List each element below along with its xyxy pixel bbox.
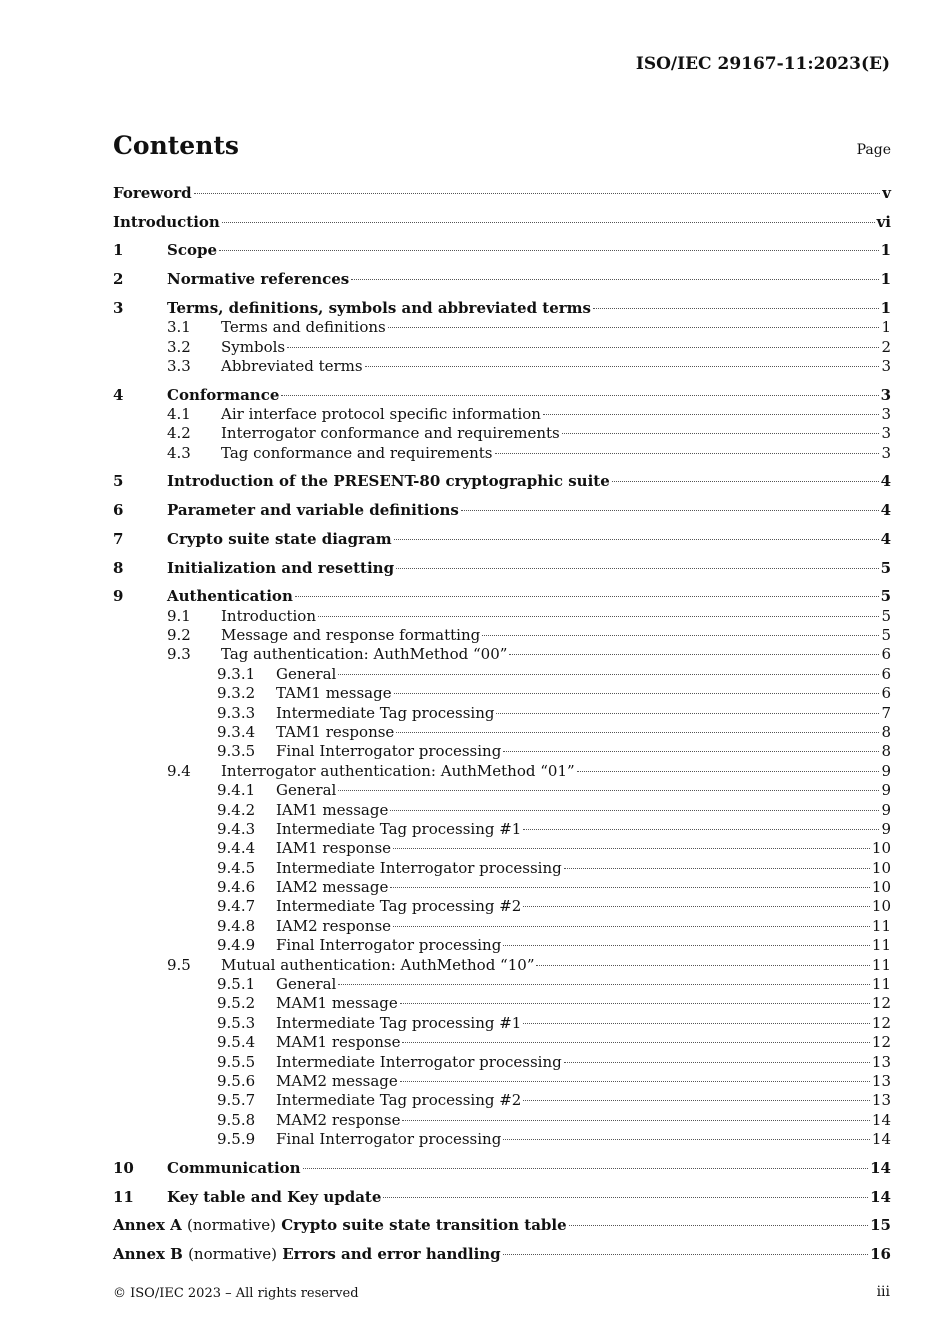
toc-entry-label: Intermediate Tag processing #1 [276,819,522,838]
annex-label: Annex A [113,1216,182,1235]
toc-entry-number: 9.5.9 [217,1130,256,1149]
dot-leader [303,1168,869,1169]
dot-leader [400,1003,870,1004]
toc-entry-label: Abbreviated terms [221,356,363,375]
toc-entry-page: 5 [881,626,891,644]
toc-entry-label: Intermediate Interrogator processing [276,858,562,877]
toc-entry[interactable] [113,501,891,520]
toc-entry-label [113,1216,567,1235]
annex-title: Crypto suite state transition table [281,1216,567,1235]
toc-entry-label: General [276,664,337,683]
toc-entry-label: General [276,975,337,994]
toc-entry-number: 3.1 [167,318,191,337]
toc-entry-number: 9.4.8 [217,916,256,935]
toc-entry-number: 9.3.1 [217,664,256,683]
toc-entry-label: Introduction [113,212,220,231]
toc-entry-number: 7 [113,529,124,548]
dot-leader [503,1139,870,1140]
dot-leader [390,810,879,811]
dot-leader [564,1062,870,1063]
dot-leader [351,279,878,280]
toc-entry-page: 14 [871,1110,891,1129]
dot-leader [402,1120,869,1121]
dot-leader [523,1100,870,1101]
toc-entry[interactable] [113,684,891,703]
toc-entry-page: 11 [871,955,891,974]
toc-entry-label: Key table and Key update [167,1187,382,1206]
toc-entry-number: 9.3.2 [217,684,256,703]
toc-entry-label: Authentication [167,587,293,606]
dot-leader [400,1081,870,1082]
toc-entry[interactable] [113,626,891,645]
toc-entry[interactable] [113,1188,891,1207]
toc-entry-label: Communication [167,1158,301,1177]
toc-entry-number: 9.5.6 [217,1071,256,1090]
toc-entry-number: 9.2 [167,626,191,644]
toc-entry-label: Final Interrogator processing [276,936,502,955]
dot-leader [393,926,870,927]
toc-entry-page: 10 [871,897,891,916]
dot-leader [219,250,879,251]
toc-entry-label: Interrogator authentication: AuthMethod “01” [221,761,575,780]
toc-entry-label: Parameter and variable definitions [167,501,459,520]
dot-leader [564,868,870,869]
toc-entry-page: 7 [881,703,891,722]
toc-entry-page: 1 [880,298,891,317]
dot-leader [394,693,880,694]
toc-entry-page: 9 [881,800,891,819]
annex-type: (normative) [188,1244,277,1263]
dot-leader [569,1225,868,1226]
toc-entry-number: 1 [113,241,124,260]
toc-entry-page: 1 [881,318,891,337]
toc-entry-label: General [276,781,337,800]
toc-entry[interactable] [113,1111,891,1130]
toc-entry[interactable] [113,665,891,684]
toc-entry-label: MAM1 response [276,1033,401,1052]
standard-code: ISO/IEC 29167-11:2023(E) [635,54,890,74]
toc-entry-page: 1 [880,241,891,260]
toc-entry-page: 8 [881,722,891,741]
toc-entry[interactable] [113,1053,891,1072]
toc-entry-number: 9 [113,587,124,606]
toc-entry-label: Scope [167,241,218,260]
toc-entry-page: 4 [880,472,891,491]
toc-entry-number: 9.3.4 [217,722,256,741]
toc-entry-number: 9.5.5 [217,1052,256,1071]
toc-entry-label: Intermediate Interrogator processing [276,1052,562,1071]
toc-entry[interactable] [113,1159,891,1178]
dot-leader [523,1023,870,1024]
dot-leader [194,193,881,194]
toc-entry-page: 3 [880,385,891,404]
toc-entry-page: 3 [881,356,891,375]
toc-entry-label: Interrogator conformance and requirements [221,424,560,443]
toc-entry-number: 8 [113,558,124,577]
dot-leader [562,433,880,434]
dot-leader [396,568,878,569]
toc-entry[interactable] [113,338,891,357]
toc-entry-number: 9.4.5 [217,858,256,877]
toc-entry-page: 12 [871,994,891,1013]
page-title: Contents [113,131,240,160]
dot-leader [503,751,879,752]
toc-entry-number: 9.3.5 [217,742,256,761]
toc-entry-page: 4 [880,529,891,548]
toc-entry-page: 9 [881,819,891,838]
toc-entry-page: 6 [881,664,891,683]
toc-entry-number: 9.3.3 [217,703,256,722]
page-number: iii [876,1284,890,1300]
toc-entry[interactable] [113,1216,891,1235]
toc-entry-number: 9.4.1 [217,781,256,800]
toc-entry-number: 9.4 [167,761,191,780]
toc-entry[interactable] [113,444,891,463]
toc-entry[interactable] [113,424,891,443]
toc-entry-page: 4 [880,501,891,520]
toc-entry[interactable] [113,1091,891,1110]
dot-leader [281,395,878,396]
toc-entry-label: Terms and definitions [221,318,386,337]
dot-leader [393,848,870,849]
toc-entry-number: 5 [113,472,124,491]
toc-entry-label: TAM1 message [276,684,392,703]
toc-entry-page: 8 [881,742,891,761]
dot-leader [338,984,870,985]
toc-entry[interactable] [113,357,891,376]
toc-entry-page: 15 [870,1216,891,1235]
toc-entry-label: Terms, definitions, symbols and abbreviated terms [167,298,591,317]
toc-entry[interactable] [113,1014,891,1033]
toc-entry[interactable] [113,607,891,626]
toc-entry-number: 9.4.6 [217,878,256,897]
toc-entry[interactable] [113,956,891,975]
dot-leader [543,414,880,415]
dot-leader [536,965,869,966]
toc-entry[interactable] [113,318,891,337]
toc-entry[interactable] [113,559,891,578]
toc-entry-page: 16 [870,1244,891,1263]
toc-entry-label: Mutual authentication: AuthMethod “10” [221,955,535,974]
toc-entry[interactable] [113,213,891,232]
toc-entry-page: 14 [871,1130,891,1149]
toc-entry[interactable] [113,1072,891,1091]
dot-leader [612,481,879,482]
toc-entry-number: 9.5.4 [217,1033,256,1052]
toc-entry-page: 11 [871,916,891,935]
toc-entry-page: 6 [881,645,891,664]
toc-entry[interactable] [113,917,891,936]
dot-leader [503,945,870,946]
dot-leader [461,510,879,511]
toc-entry[interactable] [113,1245,891,1264]
toc-entry-number: 4 [113,385,124,404]
toc-entry[interactable] [113,645,891,664]
toc-entry-number: 9.5.2 [217,994,256,1013]
dot-leader [482,635,879,636]
toc-entry-label: Tag conformance and requirements [221,443,493,462]
toc-entry-number: 9.5.3 [217,1013,256,1032]
toc-entry-label: Intermediate Tag processing #1 [276,1013,522,1032]
toc-entry-page: 11 [871,936,891,955]
toc-entry-number: 9.4.3 [217,819,256,838]
toc-entry-number: 4.2 [167,424,191,443]
toc-entry-number: 9.5.1 [217,975,256,994]
toc-entry-number: 9.5.8 [217,1110,256,1129]
toc-entry-page: 14 [870,1158,891,1177]
dot-leader [396,732,879,733]
dot-leader [495,453,880,454]
toc-entry-label: Foreword [113,184,192,202]
dot-leader [222,222,875,223]
toc-entry-page: 11 [871,975,891,994]
toc-entry-page: 3 [881,424,891,443]
toc-entry-number: 11 [113,1187,134,1206]
title-row [113,131,891,160]
dot-leader [503,1254,868,1255]
toc-entry-page: 5 [881,606,891,625]
toc-entry-label: MAM2 message [276,1071,398,1090]
toc-entry-label [113,1245,501,1264]
toc-entry[interactable] [113,820,891,839]
toc-entry[interactable] [113,742,891,761]
toc-entry[interactable] [113,270,891,289]
toc-entry-number: 3 [113,298,124,317]
toc-entry[interactable] [113,801,891,820]
toc-entry-number: 10 [113,1158,134,1177]
toc-entry-label: Introduction [221,606,316,625]
toc-entry[interactable] [113,405,891,424]
toc-entry-page: 12 [871,1013,891,1032]
toc-entry[interactable] [113,839,891,858]
toc-entry[interactable] [113,781,891,800]
toc-entry[interactable] [113,994,891,1013]
toc-entry-label: Normative references [167,270,350,289]
toc-entry-number: 3.3 [167,356,191,375]
toc-entry-label: Symbols [221,337,286,356]
toc-entry-page: 14 [870,1187,891,1206]
toc-entry-number: 9.4.4 [217,839,256,858]
toc-entry-label: IAM1 response [276,839,392,858]
toc-entry[interactable] [113,723,891,742]
toc-entry[interactable] [113,1130,891,1149]
toc-entry-number: 9.5 [167,955,191,974]
annex-title: Errors and error handling [282,1244,501,1263]
toc-entry-number: 3.2 [167,337,191,356]
dot-leader [509,654,879,655]
toc-entry-page: 5 [880,587,891,606]
toc-entry-number: 9.4.2 [217,800,256,819]
toc-entry[interactable] [113,704,891,723]
toc-entry-page: 13 [871,1071,891,1090]
toc-entry[interactable] [113,472,891,491]
dot-leader [295,596,879,597]
toc-entry[interactable] [113,299,891,318]
page-column-label: Page [856,142,891,158]
toc-entry-label: Intermediate Tag processing #2 [276,897,522,916]
dot-leader [496,713,879,714]
toc-entry-label: Intermediate Tag processing [276,703,495,722]
toc-entry[interactable] [113,897,891,916]
annex-label: Annex B [113,1244,183,1263]
toc-entry-number: 9.1 [167,606,191,625]
toc-entry-label: Tag authentication: AuthMethod “00” [221,645,508,664]
dot-leader [523,829,879,830]
toc-entry-label: Intermediate Tag processing #2 [276,1091,522,1110]
toc-entry-number: 4.3 [167,443,191,462]
toc-entry[interactable] [113,1033,891,1052]
toc-entry-page: v [882,184,891,202]
toc-entry-label: MAM1 message [276,994,398,1013]
dot-leader [318,616,879,617]
toc-entry-number: 9.5.7 [217,1091,256,1110]
toc-entry[interactable] [113,762,891,781]
toc-entry-page: 3 [881,405,891,423]
toc-entry-page: 3 [881,443,891,462]
table-of-contents [113,184,891,1264]
dot-leader [383,1197,868,1198]
toc-entry-page: 10 [871,839,891,858]
toc-entry-number: 9.4.9 [217,936,256,955]
toc-entry[interactable] [113,241,891,260]
toc-entry-label: MAM2 response [276,1110,401,1129]
dot-leader [402,1042,869,1043]
toc-entry-label: Conformance [167,385,280,404]
toc-entry-number: 2 [113,270,124,289]
copyright-notice: © ISO/IEC 2023 – All rights reserved [113,1286,359,1301]
toc-entry-label: IAM2 response [276,916,392,935]
toc-entry-page: 5 [880,558,891,577]
toc-entry-label: IAM2 message [276,878,389,897]
dot-leader [577,771,880,772]
toc-entry[interactable] [113,530,891,549]
toc-entry-page: 10 [871,878,891,897]
toc-entry[interactable] [113,859,891,878]
toc-entry[interactable] [113,936,891,955]
dot-leader [338,790,879,791]
toc-entry-page: vi [876,212,891,231]
toc-entry[interactable] [113,184,891,203]
dot-leader [365,366,880,367]
toc-entry-page: 13 [871,1052,891,1071]
toc-entry[interactable] [113,587,891,606]
toc-entry-page: 12 [871,1033,891,1052]
toc-entry-page: 9 [881,781,891,800]
toc-entry[interactable] [113,386,891,405]
dot-leader [394,539,879,540]
toc-entry-page: 1 [880,270,891,289]
toc-entry-label: Air interface protocol specific information [221,405,541,423]
toc-entry-page: 9 [881,761,891,780]
toc-entry-label: Introduction of the PRESENT-80 cryptographic suite [167,472,610,491]
dot-leader [523,906,870,907]
annex-type: (normative) [187,1216,276,1235]
toc-entry-label: Final Interrogator processing [276,742,502,761]
toc-entry-number: 6 [113,501,124,520]
toc-entry-number: 9.3 [167,645,191,664]
toc-entry-label: Final Interrogator processing [276,1130,502,1149]
dot-leader [390,887,870,888]
dot-leader [593,308,879,309]
toc-entry-page: 13 [871,1091,891,1110]
toc-entry-label: Crypto suite state diagram [167,529,392,548]
toc-entry-number: 9.4.7 [217,897,256,916]
toc-entry-page: 6 [881,684,891,703]
dot-leader [287,347,879,348]
toc-entry[interactable] [113,975,891,994]
toc-entry-label: IAM1 message [276,800,389,819]
toc-entry-label: TAM1 response [276,722,395,741]
toc-entry-page: 2 [881,337,891,356]
toc-entry-label: Initialization and resetting [167,558,395,577]
toc-entry-number: 4.1 [167,405,191,423]
dot-leader [388,327,880,328]
toc-entry-page: 10 [871,858,891,877]
toc-entry[interactable] [113,878,891,897]
toc-entry-label: Message and response formatting [221,626,481,644]
dot-leader [338,674,879,675]
